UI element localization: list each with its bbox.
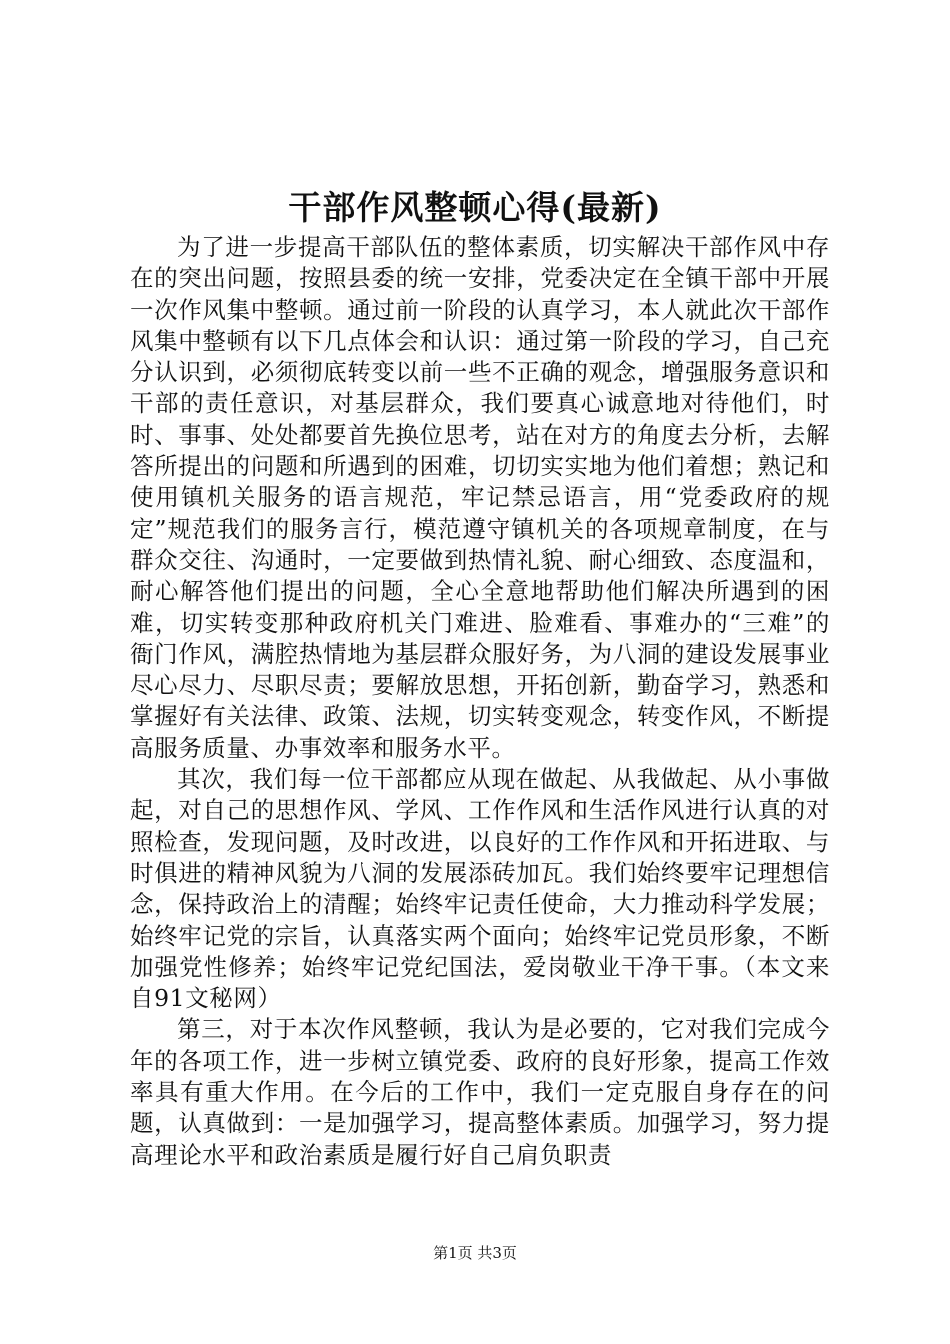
- paragraph-2: 其次，我们每一位干部都应从现在做起、从我做起、从小事做起，对自己的思想作风、学风、工作作风和生活作风进行认真的对照检查，发现问题，及时改进，以良好的工作作风和开拓进取、与时俱进的精神风貌为八洞的发展添砖加瓦。我们始终要牢记理想信念，保持政治上的清醒；始终牢记责任使命，大力推动科学发展；始终牢记党的宗旨，认真落实两个面向；始终牢记党员形象，不断加强党性修养；始终牢记党纪国法，爱岗敬业干净干事。（本文来自91文秘网）: [130, 765, 830, 1013]
- paragraph-1: 为了进一步提高干部队伍的整体素质，切实解决干部作风中存在的突出问题，按照县委的统一安排，党委决定在全镇干部中开展一次作风集中整顿。通过前一阶段的认真学习，本人就此次干部作风集中整顿有以下几点体会和认识：通过第一阶段的学习，自己充分认识到，必须彻底转变以前一些不正确的观念，增强服务意识和干部的责任意识，对基层群众，我们要真心诚意地对待他们，时时、事事、处处都要首先换位思考，站在对方的角度去分析，去解答所提出的问题和所遇到的困难，切切实实地为他们着想；熟记和使用镇机关服务的语言规范，牢记禁忌语言，用“党委政府的规定”规范我们的服务言行，模范遵守镇机关的各项规章制度，在与群众交往、沟通时，一定要做到热情礼貌、耐心细致、态度温和，耐心解答他们提出的问题，全心全意地帮助他们解决所遇到的困难，切实转变那种政府机关门难进、脸难看、事难办的“三难”的衙门作风，满腔热情地为基层群众服好务，为八洞的建设发展事业尽心尽力、尽职尽责；要解放思想，开拓创新，勤奋学习，熟悉和掌握好有关法律、政策、法规，切实转变观念，转变作风，不断提高服务质量、办事效率和服务水平。: [130, 233, 830, 762]
- page-footer: 第1页 共3页: [433, 1244, 517, 1262]
- document-body: [130, 232, 830, 1171]
- paragraph-3: 第三，对于本次作风整顿，我认为是必要的，它对我们完成今年的各项工作，进一步树立镇党委、政府的良好形象，提高工作效率具有重大作用。在今后的工作中，我们一定克服自身存在的问题，认真做到：一是加强学习，提高整体素质。加强学习，努力提高理论水平和政治素质是履行好自己肩负职责: [130, 1015, 830, 1169]
- document-title: 干部作风整顿心得(最新): [288, 188, 662, 227]
